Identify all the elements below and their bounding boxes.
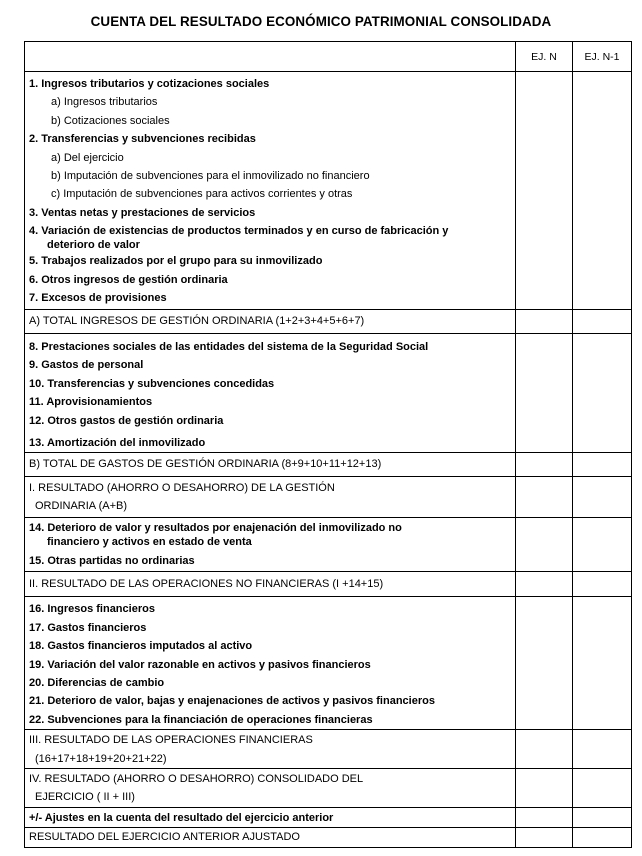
table-row [25,476,632,517]
table-row [25,769,632,808]
value-cell-ej-n [516,730,573,769]
adjustments-label: +/- Ajustes en la cuenta del resultado del ejercicio anterior [29,811,334,824]
concept-cell [25,333,516,452]
value-cell-ej-n-1 [573,730,632,769]
value-cell-ej-n-1 [573,476,632,517]
concept-cell [25,476,516,517]
line-item: 3. Ventas netas y prestaciones de servicios [29,206,256,219]
value-cell-ej-n-1 [573,828,632,847]
value-cell-ej-n [516,828,573,847]
table-row [25,453,632,476]
result-i-label: I. RESULTADO (AHORRO O DESAHORRO) DE LA GESTIÓN [29,481,335,494]
line-item-continuation: deterioro de valor [47,239,140,252]
table-row [25,730,632,769]
value-cell-ej-n [516,72,573,310]
header-row [25,42,632,72]
line-item: 20. Diferencias de cambio [29,676,165,689]
column-header-ej-n-1: EJ. N-1 [573,42,632,72]
value-cell-ej-n-1 [573,769,632,808]
table-row [25,310,632,333]
adjusted-result-label: RESULTADO DEL EJERCICIO ANTERIOR AJUSTADO [29,831,300,844]
line-item: 12. Otros gastos de gestión ordinaria [29,414,224,427]
result-ii-label: II. RESULTADO DE LAS OPERACIONES NO FINANCIERAS (I +14+15) [29,577,384,590]
result-iii-label: III. RESULTADO DE LAS OPERACIONES FINANCIERAS [29,734,313,747]
line-item: 2. Transferencias y subvenciones recibidas [29,133,256,146]
line-item: b) Cotizaciones sociales [51,114,170,127]
value-cell-ej-n [516,476,573,517]
line-item: 22. Subvenciones para la financiación de operaciones financieras [29,713,373,726]
value-cell-ej-n [516,807,573,827]
result-i-label-continuation: ORDINARIA (A+B) [35,500,127,513]
value-cell-ej-n-1 [573,72,632,310]
header-blank-cell [25,42,516,72]
total-a-label: A) TOTAL INGRESOS DE GESTIÓN ORDINARIA (1+2+3+4+5+6+7) [29,315,365,328]
total-b-label: B) TOTAL DE GASTOS DE GESTIÓN ORDINARIA (8+9+10+11+12+13) [29,458,382,471]
table-row [25,597,632,730]
line-item: 14. Deterioro de valor y resultados por enajenación del inmovilizado no [29,521,402,534]
value-cell-ej-n-1 [573,517,632,571]
value-cell-ej-n [516,517,573,571]
concept-cell [25,310,516,333]
line-item: 18. Gastos financieros imputados al activo [29,640,253,653]
line-item: 5. Trabajos realizados por el grupo para su inmovilizado [29,255,323,268]
concept-cell [25,730,516,769]
value-cell-ej-n-1 [573,453,632,476]
line-item-continuation: financiero y activos en estado de venta [47,535,252,548]
line-item: 4. Variación de existencias de productos terminados y en curso de fabricación y [29,225,449,238]
line-item: 15. Otras partidas no ordinarias [29,554,195,567]
line-item: 9. Gastos de personal [29,359,144,372]
table-row [25,517,632,571]
line-item: 13. Amortización del inmovilizado [29,436,206,449]
result-iii-label-continuation: (16+17+18+19+20+21+22) [35,752,167,765]
line-item: b) Imputación de subvenciones para el inmovilizado no financiero [51,170,370,183]
value-cell-ej-n [516,310,573,333]
table-row [25,807,632,827]
concept-cell [25,453,516,476]
result-iv-label: IV. RESULTADO (AHORRO O DESAHORRO) CONSOLIDADO DEL [29,773,364,785]
value-cell-ej-n [516,769,573,808]
line-item: 8. Prestaciones sociales de las entidades del sistema de la Seguridad Social [29,340,429,353]
column-header-ej-n: EJ. N [516,42,573,72]
value-cell-ej-n [516,333,573,452]
concept-cell [25,72,516,310]
value-cell-ej-n-1 [573,571,632,596]
line-item: c) Imputación de subvenciones para activos corrientes y otras [51,188,353,201]
table-row [25,72,632,310]
value-cell-ej-n [516,453,573,476]
value-cell-ej-n-1 [573,597,632,730]
line-item: 1. Ingresos tributarios y cotizaciones sociales [29,78,270,90]
concept-cell [25,517,516,571]
concept-cell [25,828,516,847]
line-item: 10. Transferencias y subvenciones concedidas [29,377,275,390]
concept-cell [25,571,516,596]
line-item: 17. Gastos financieros [29,621,147,634]
value-cell-ej-n-1 [573,333,632,452]
concept-cell [25,807,516,827]
page-title: CUENTA DEL RESULTADO ECONÓMICO PATRIMONIAL CONSOLIDADA [90,14,552,29]
concept-cell [25,769,516,808]
line-item: a) Ingresos tributarios [51,96,158,109]
value-cell-ej-n-1 [573,310,632,333]
line-item: 7. Excesos de provisiones [29,292,167,305]
value-cell-ej-n [516,571,573,596]
line-item: 21. Deterioro de valor, bajas y enajenaciones de activos y pasivos financieros [29,695,435,708]
table-row [25,828,632,847]
line-item: 6. Otros ingresos de gestión ordinaria [29,273,228,286]
table-row [25,333,632,452]
line-item: 16. Ingresos financieros [29,603,155,616]
table-row [25,571,632,596]
value-cell-ej-n-1 [573,807,632,827]
income-statement-table [24,41,632,848]
line-item: a) Del ejercicio [51,151,124,164]
result-iv-label-continuation: EJERCICIO ( II + III) [35,791,135,804]
value-cell-ej-n [516,597,573,730]
line-item: 11. Aprovisionamientos [29,396,153,409]
line-item: 19. Variación del valor razonable en activos y pasivos financieros [29,658,371,671]
concept-cell [25,597,516,730]
